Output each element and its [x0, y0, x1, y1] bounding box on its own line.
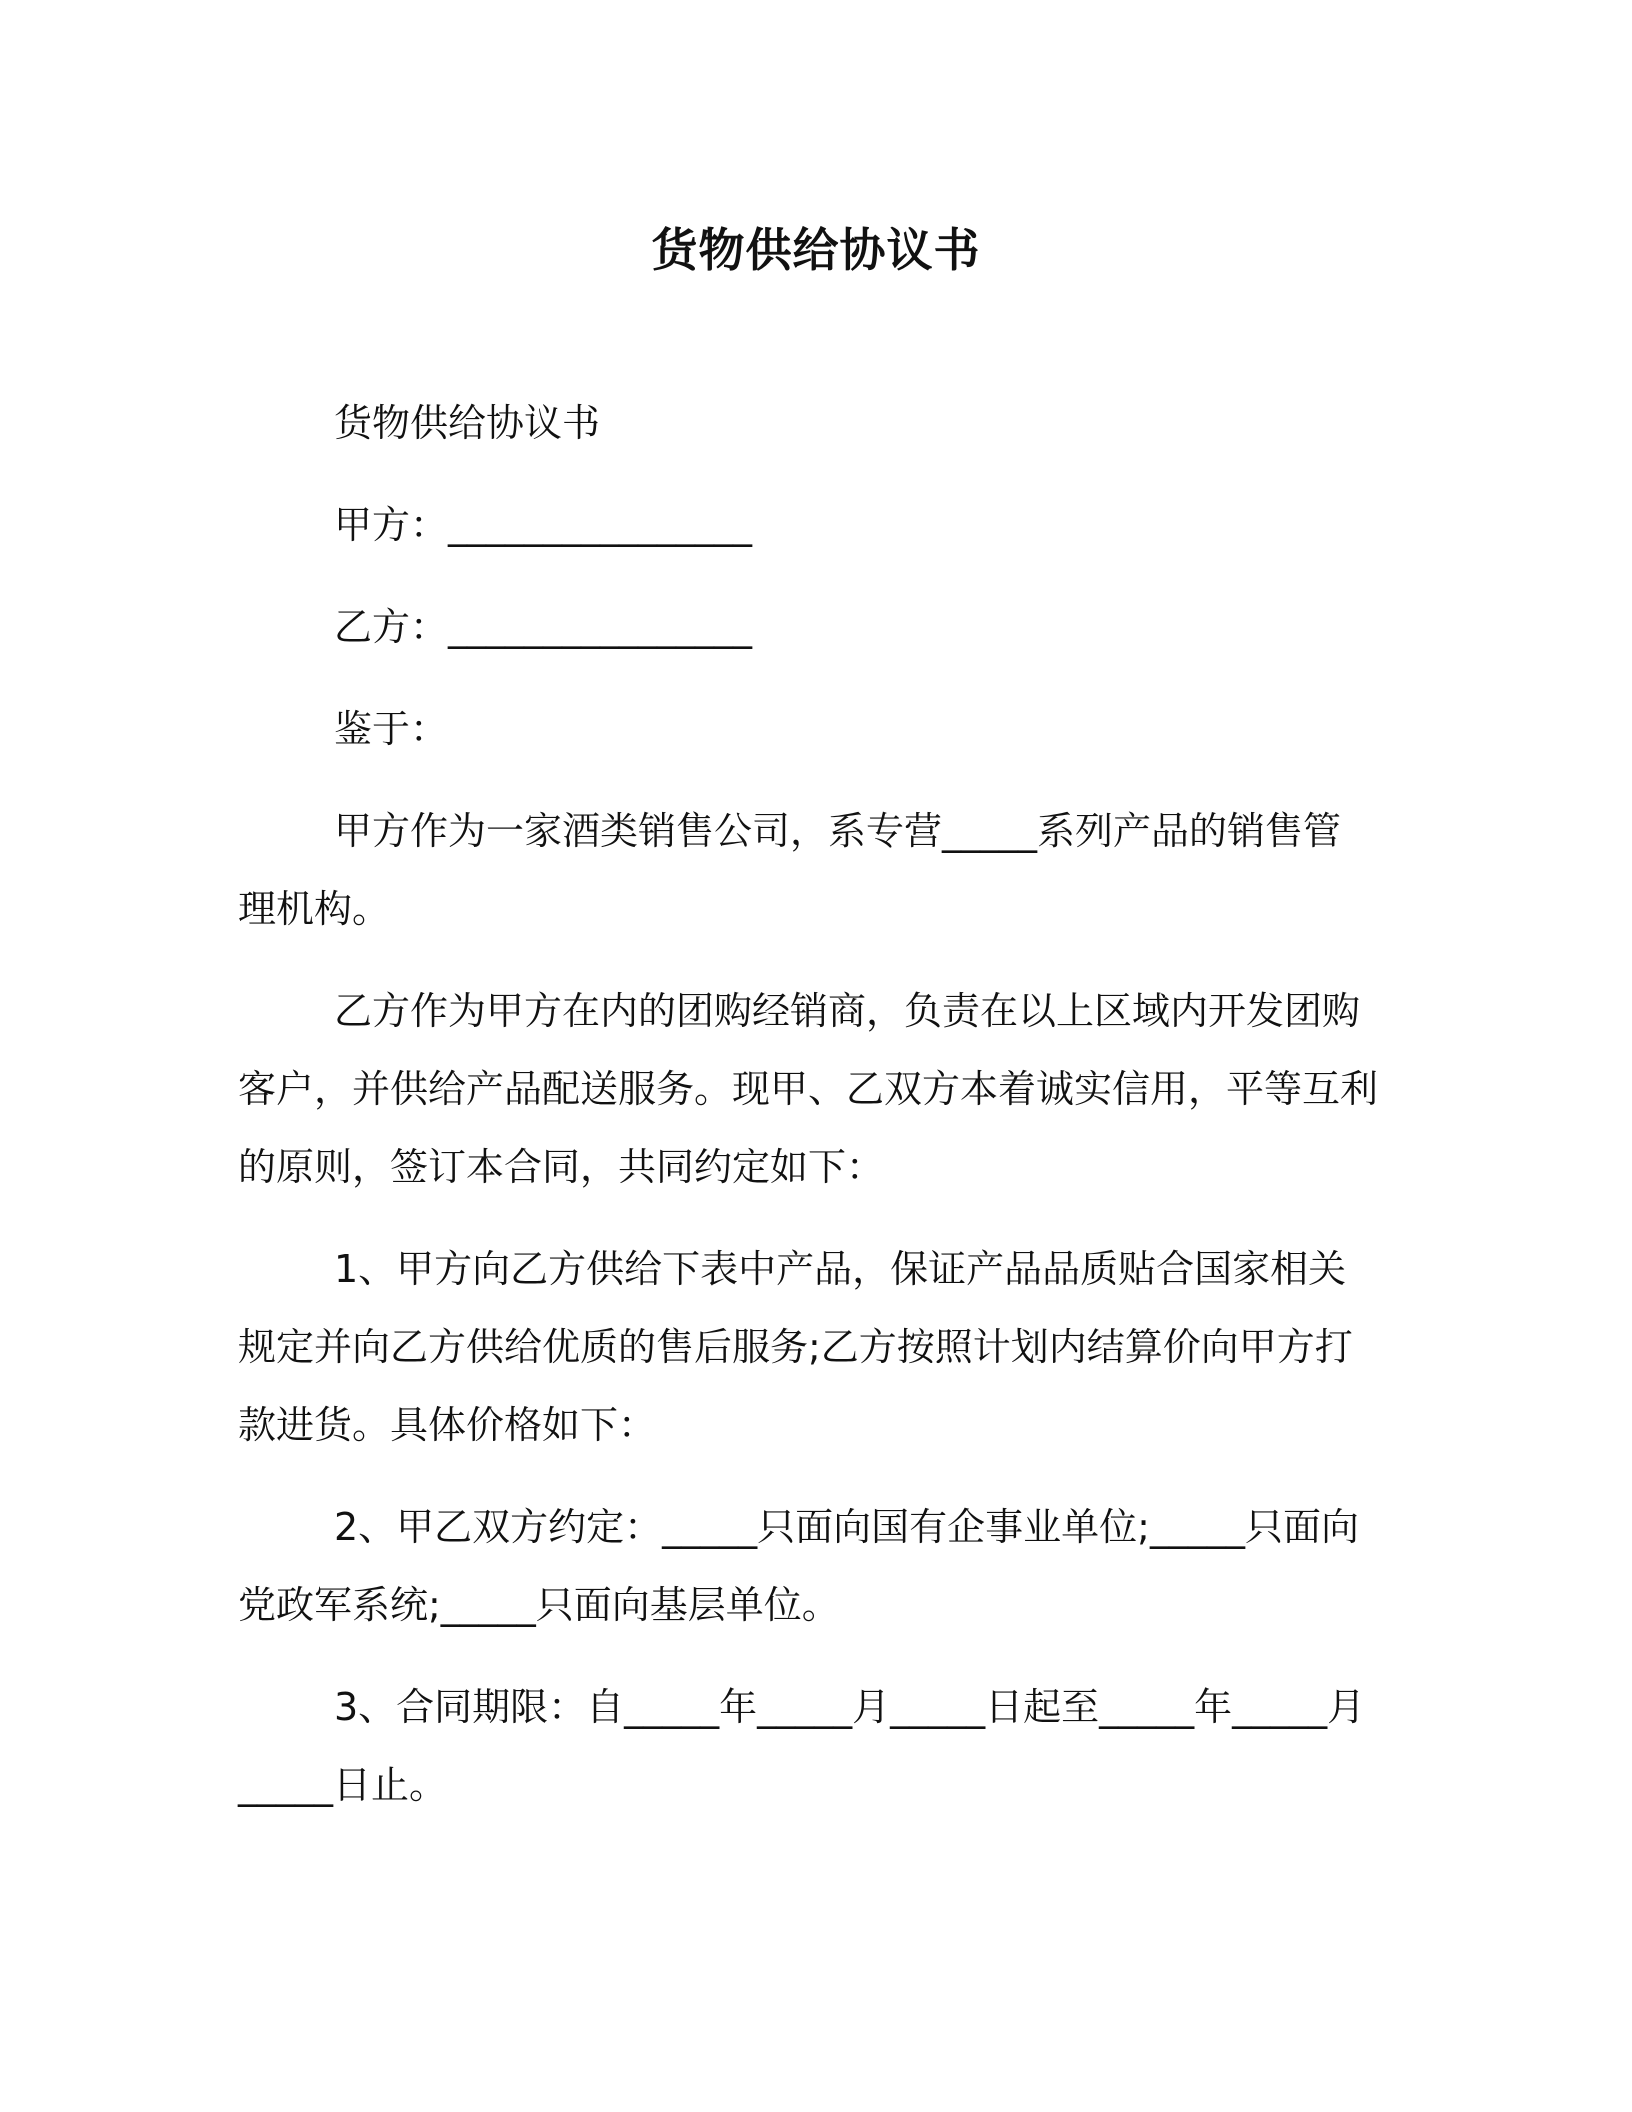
clause-2: 2、甲乙双方约定：_____只面向国有企事业单位;_____只面向党政军系统;_____只面向基层单位。	[238, 1505, 1359, 1627]
paragraph-2: 乙方作为甲方在内的团购经销商，负责在以上区域内开发团购客户，并供给产品配送服务。现甲、乙双方本着诚实信用，平等互利的原则，签订本合同，共同约定如下：	[238, 989, 1379, 1189]
document-title: 货物供给协议书	[651, 223, 981, 277]
whereas-line: 鉴于：	[334, 707, 449, 751]
party-b-line: 乙方：________________	[334, 605, 753, 649]
paragraph-1: 甲方作为一家酒类销售公司，系专营_____系列产品的销售管理机构。	[238, 809, 1342, 931]
document-body	[238, 384, 1378, 1824]
clause-1: 1、甲方向乙方供给下表中产品，保证产品品质贴合国家相关规定并向乙方供给优质的售后服务;乙方按照计划内结算价向甲方打款进货。具体价格如下：	[238, 1247, 1353, 1447]
party-a-line: 甲方：________________	[334, 503, 753, 547]
subtitle: 货物供给协议书	[334, 401, 601, 445]
clause-3: 3、合同期限：自_____年_____月_____日起至_____年_____月_____日止。	[238, 1685, 1366, 1807]
